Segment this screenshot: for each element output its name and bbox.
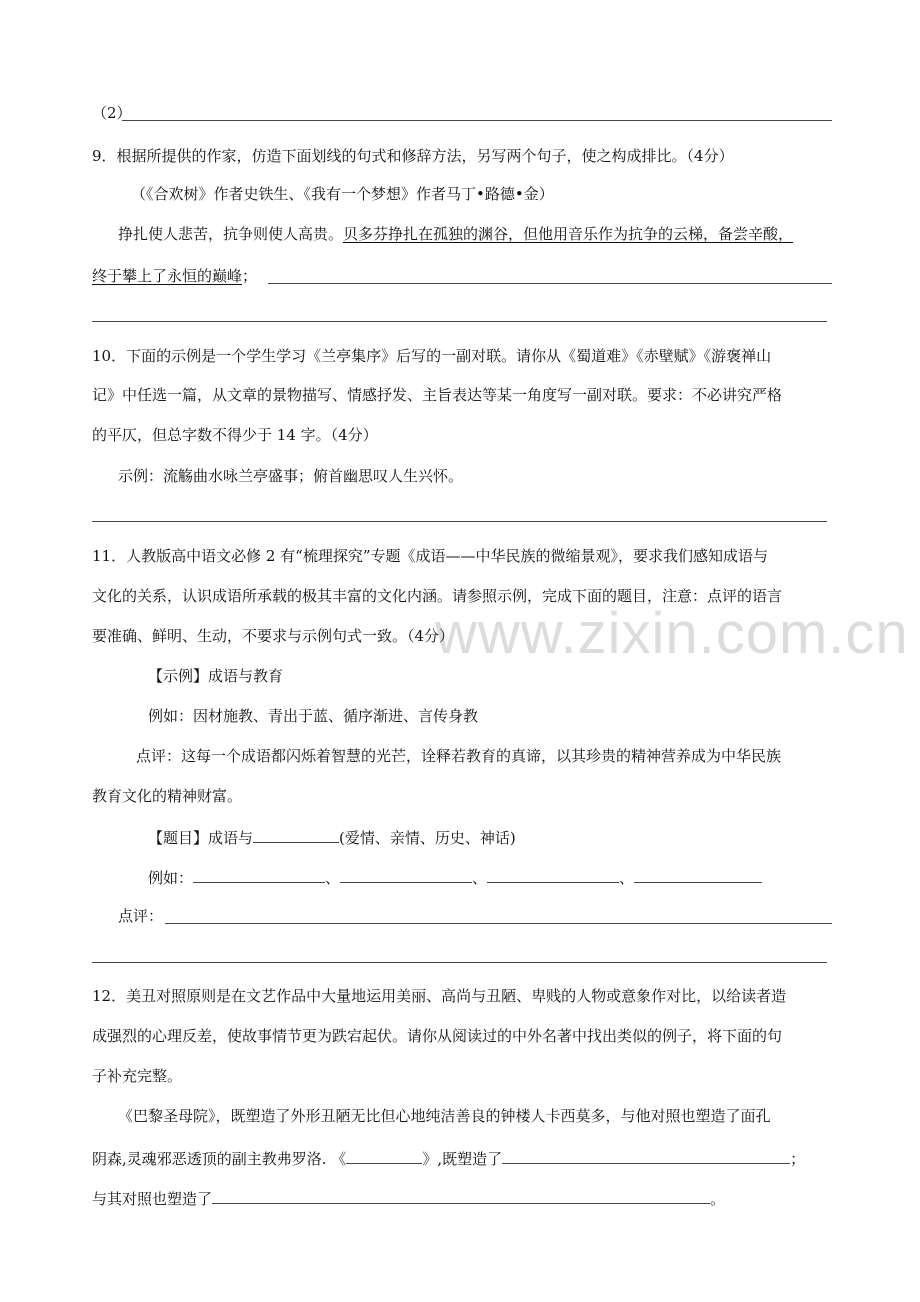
q11-line-2: 文化的关系，认识成语所承载的极其丰富的文化内涵。请参照示例，完成下面的题目，注意：点评的语言 [92,587,783,605]
q11-examples-row [148,866,762,888]
q12-line-3: 子补充完整。 [92,1067,183,1085]
q9-stem: 9．根据所提供的作家，仿造下面划线的句式和修辞方法，另写两个句子，使之构成排比。（4分） [92,147,734,165]
q11-sep-1: 、 [325,869,341,887]
q12-para-2 [92,1147,805,1169]
q9-semicolon: ； [242,267,258,285]
q12-para-2c: ； [790,1150,806,1168]
q11-comment-label: 点评： [118,907,164,925]
q12-book-blank[interactable] [346,1147,422,1164]
q11-eg-blank-4[interactable] [634,866,762,883]
q10-answer-line[interactable] [92,521,827,522]
q10-line-2: 记》中任选一篇，从文章的景物描写、情感抒发、主旨表达等某一角度写一副对联。要求：不必讲究严格 [92,386,783,404]
q11-task-blank[interactable] [253,826,339,843]
q12-para-3a: 与其对照也塑造了 [92,1190,213,1208]
q11-sep-2: 、 [472,869,488,887]
q11-comment-line-2[interactable] [92,962,827,963]
q8-answer-line[interactable] [122,120,832,121]
q9-lead: 挣扎使人悲苦，抗争则使人高贵。 [118,225,344,243]
q10-example: 示例：流觞曲水咏兰亭盛事；俯首幽思叹人生兴怀。 [118,467,464,485]
q12-character-blank-1[interactable] [502,1147,790,1164]
watermark: www.zixin.com.cn [435,601,909,666]
q11-task [148,826,516,848]
q12-line-2: 成强烈的心理反差，使故事情节更为跌宕起伏。请你从阅读过的中外名著中找出类似的例子，将下面的句 [92,1027,783,1045]
q12-para-1: 《巴黎圣母院》，既塑造了外形丑陋无比但心地纯洁善良的钟楼人卡西莫多，与他对照也塑造了面孔 [118,1107,771,1125]
q11-line-1: 11．人教版高中语文必修 2 有“梳理探究”专题《成语——中华民族的微缩景观》，要求我们感知成语与 [92,547,769,565]
q11-example-list: 例如：因材施教、青出于蓝、循序渐进、言传身教 [148,707,479,725]
q9-underlined-2: 终于攀上了永恒的巅峰 [92,267,243,285]
q12-para-2a: 阴森,灵魂邪恶透顶的副主教弗罗洛. 《 [92,1150,347,1168]
q9-answer-line-2[interactable] [92,321,827,322]
q9-authors: （《合欢树》作者史铁生、《我有一个梦想》作者马丁•路德•金） [131,185,554,203]
q11-eg-blank-3[interactable] [487,866,619,883]
q10-line-3: 的平仄，但总字数不得少于 14 字。（4分） [92,426,378,444]
q11-eg-blank-1[interactable] [193,866,325,883]
q8-sub2-label: （2） [92,104,132,122]
q11-line-3: 要准确、鲜明、生动，不要求与示例句式一致。（4分） [92,627,455,645]
q12-character-blank-2[interactable] [212,1187,710,1204]
q9-answer-line-1[interactable] [268,283,832,284]
q11-example-title: 【示例】成语与教育 [148,667,284,685]
q11-task-prefix: 【题目】成语与 [148,829,254,847]
q11-sep-3: 、 [619,869,635,887]
q12-para-2b: 》,既塑造了 [422,1150,503,1168]
q12-para-3b: 。 [710,1190,726,1208]
q10-line-1: 10．下面的示例是一个学生学习《兰亭集序》后写的一副对联。请你从《蜀道难》《赤壁赋》《游褒禅山 [92,347,772,365]
q11-comment-line-1[interactable] [165,923,832,924]
q11-comment-2: 教育文化的精神财富。 [92,787,243,805]
q9-underlined-1: 贝多芬挣扎在孤独的渊谷，但他用音乐作为抗争的云梯，备尝辛酸， [343,225,794,243]
q11-comment-1: 点评：这每一个成语都闪烁着智慧的光芒，诠释若教育的真谛，以其珍贵的精神营养成为中华民族 [136,747,782,765]
q11-eg-blank-2[interactable] [340,866,472,883]
q11-task-options: (爱情、亲情、历史、神话) [339,829,516,847]
q9-sentence-2 [92,266,257,286]
q11-eg-label: 例如： [148,869,194,887]
q12-para-3 [92,1187,725,1209]
q9-sentence-1 [118,224,793,244]
q12-line-1: 12．美丑对照原则是在文艺作品中大量地运用美丽、高尚与丑陋、卑贱的人物或意象作对比，以给读者造 [92,987,787,1005]
